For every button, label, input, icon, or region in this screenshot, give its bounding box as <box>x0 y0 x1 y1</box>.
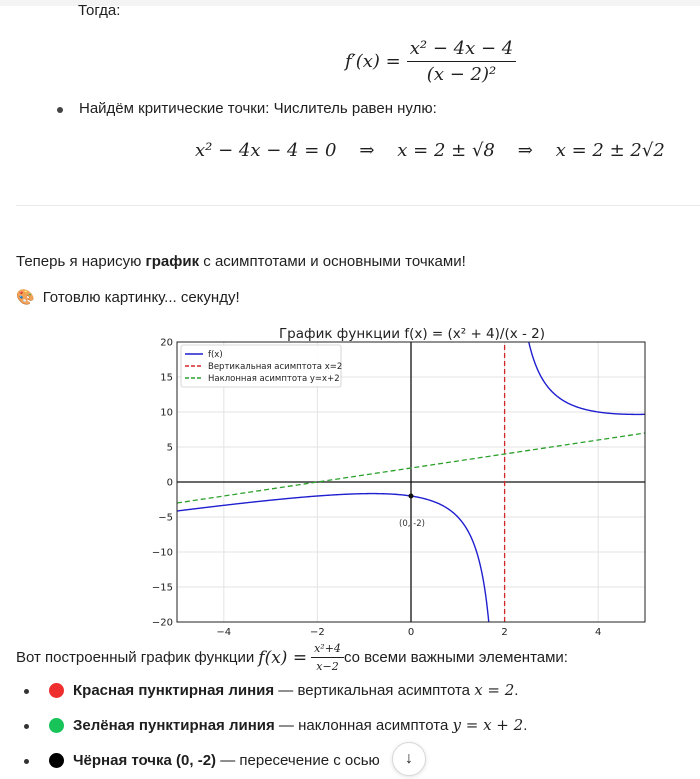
green-circle-icon <box>49 718 64 733</box>
draw-graph-paragraph <box>16 253 466 270</box>
built-post: со всеми важными элементами: <box>343 649 568 666</box>
preparing-text: Готовлю картинку... секунду! <box>42 288 240 306</box>
x-tick-label: −2 <box>310 627 325 638</box>
list-bullet <box>24 689 29 694</box>
chart-legend <box>181 345 342 387</box>
arrow-down-icon: ↓ <box>405 750 413 767</box>
bullet-dot <box>57 107 63 113</box>
list-item-black <box>73 751 380 769</box>
intercept-point <box>409 494 414 499</box>
preparing-line <box>16 288 240 306</box>
list-item-green <box>73 716 527 734</box>
derivative-lhs: f′(x) = <box>345 51 401 72</box>
built-fx: f(x) = <box>258 647 308 668</box>
chart-title: График функции f(x) = (x² + 4)/(x - 2) <box>278 326 546 342</box>
x-tick-label: 4 <box>595 627 602 638</box>
derivative-fraction <box>407 38 516 85</box>
y-tick-label: 20 <box>160 337 173 349</box>
y-tick-label: 0 <box>166 477 173 489</box>
y-tick-label: −10 <box>151 547 173 559</box>
x-tick-label: 2 <box>501 627 508 638</box>
y-tick-label: −20 <box>151 617 173 629</box>
para-post: с асимптотами и основными точками! <box>199 253 466 270</box>
para-bold: график <box>145 253 200 270</box>
critical-equation: x² − 4x − 4 = 0 ⇒ x = 2 ± √8 ⇒ x = 2 ± 2√2 <box>195 140 665 161</box>
x-tick-label: −4 <box>216 627 232 638</box>
message-separator <box>16 205 700 206</box>
scroll-down-button[interactable] <box>392 742 426 776</box>
built-denominator: x−2 <box>316 660 339 673</box>
para-pre: Теперь я нарисую <box>16 253 146 270</box>
y-tick-label: −15 <box>151 582 173 594</box>
legend-entry: Вертикальная асимптота x=2 <box>208 362 343 372</box>
legend-entry: f(x) <box>208 350 223 360</box>
list-item-red <box>73 681 518 699</box>
x-tick-label: 0 <box>407 627 415 638</box>
built-fraction <box>311 642 344 673</box>
list-bullet <box>24 724 29 729</box>
red-bold: Красная пунктирная линия <box>73 682 275 699</box>
critical-points-text: Найдём критические точки: Числитель равен нулю: <box>79 100 437 117</box>
intercept-label: (0, -2) <box>399 519 425 529</box>
green-rest: — наклонная асимптота <box>274 717 453 734</box>
green-math: y = x + 2 <box>452 716 524 734</box>
derivative-formula <box>345 38 516 85</box>
built-pre: Вот построенный график функции <box>16 649 255 666</box>
y-tick-label: 15 <box>160 372 173 384</box>
derivative-denominator: (x − 2)² <box>426 64 497 85</box>
red-rest: — вертикальная асимптота <box>274 682 475 699</box>
derivative-numerator: x² − 4x − 4 <box>407 38 516 62</box>
palette-icon: 🎨 <box>16 289 35 306</box>
list-bullet <box>24 759 29 764</box>
fx-curve-left <box>177 494 504 640</box>
green-bold: Зелёная пунктирная линия <box>73 717 275 734</box>
black-rest: — пересечение с осью <box>216 752 380 769</box>
togda-text: Тогда: <box>78 2 121 19</box>
y-tick-label: 5 <box>166 442 173 454</box>
function-chart <box>140 322 660 640</box>
black-circle-icon <box>49 753 64 768</box>
legend-entry: Наклонная асимптота y=x+2 <box>208 374 340 384</box>
built-numerator: x²+4 <box>311 642 344 658</box>
black-bold: Чёрная точка (0, -2) <box>73 752 217 769</box>
green-end: . <box>523 717 528 734</box>
red-math: x = 2 <box>474 681 515 699</box>
red-end: . <box>514 682 519 699</box>
y-tick-label: 10 <box>160 407 173 419</box>
red-circle-icon <box>49 683 64 698</box>
built-graph-line <box>16 642 568 673</box>
y-tick-label: −5 <box>158 512 173 524</box>
